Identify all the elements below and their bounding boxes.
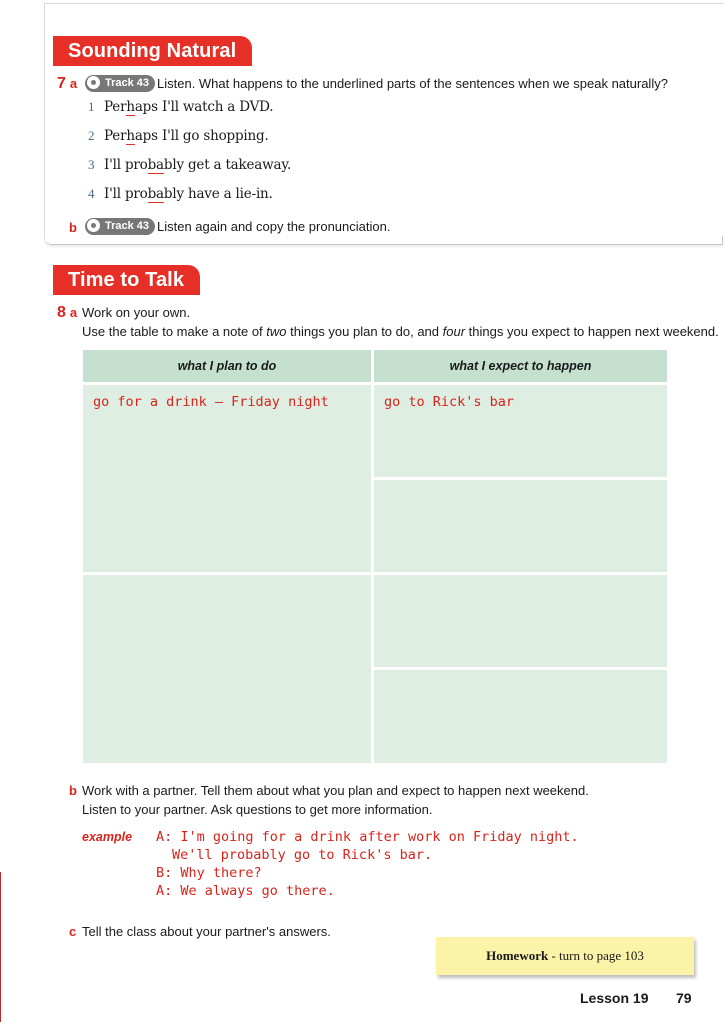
audio-disc-icon [87, 76, 100, 89]
exercise-8a-letter: a [69, 305, 78, 320]
item-3-number: 3 [88, 157, 95, 172]
example-label: example [82, 830, 133, 844]
line2-emphasis-four: four [442, 324, 466, 339]
exercise-8-digit: 8 [57, 304, 66, 321]
item-4-sentence [104, 186, 273, 202]
exercise-7a-instruction: Listen. What happens to the underlined parts of the sentences when we speak naturally? [157, 76, 668, 91]
track-label: Track 43 [105, 220, 150, 232]
homework-note [436, 937, 694, 975]
item-4-number: 4 [88, 186, 95, 201]
item-2-number: 2 [88, 128, 95, 143]
item-4-pre: I'll pro [104, 186, 148, 202]
exercise-7-number [57, 75, 77, 93]
item-2-sentence [104, 128, 269, 144]
table-cell-expect-2[interactable] [374, 480, 667, 572]
section-card-bottom [44, 236, 723, 245]
table-cell-expect-3[interactable] [374, 575, 667, 667]
table-header-expect: what I expect to happen [374, 350, 667, 382]
track-43-button-7a[interactable] [85, 75, 155, 92]
section-banner-sounding-natural: Sounding Natural [53, 36, 252, 66]
footer-lesson: Lesson 19 [580, 990, 649, 1006]
table-cell-plan-1[interactable] [83, 385, 371, 572]
homework-text: - turn to page 103 [548, 948, 644, 963]
item-1-post: aps I'll watch a DVD. [134, 99, 274, 115]
exercise-8b-letter: b [69, 783, 77, 798]
item-3-post: bly get a takeaway. [163, 157, 292, 173]
table-cell-expect-4[interactable] [374, 670, 667, 763]
audio-disc-icon [87, 219, 100, 232]
line2-emphasis-two: two [266, 324, 287, 339]
track-label: Track 43 [105, 77, 150, 89]
section-banner-time-to-talk: Time to Talk [53, 265, 200, 295]
exercise-7b-letter: b [69, 220, 77, 235]
exercise-8-number [57, 304, 77, 322]
item-1-pre: Per [104, 99, 127, 115]
page-edge-mark [0, 872, 1, 1022]
footer-page-number: 79 [676, 990, 692, 1006]
exercise-8b-line1: Work with a partner. Tell them about what you plan and expect to happen next weekend. [82, 783, 589, 798]
item-1-underlined: h [126, 99, 135, 115]
handwritten-expect-1: go to Rick's bar [384, 394, 515, 410]
planning-table [83, 350, 667, 763]
table-cell-plan-2[interactable] [83, 575, 371, 763]
dialogue-line-2: We'll probably go to Rick's bar. [172, 847, 433, 863]
dialogue-line-1: A: I'm going for a drink after work on Friday night. [156, 829, 579, 845]
exercise-7b-instruction: Listen again and copy the pronunciation. [157, 219, 391, 234]
page-border-top [44, 3, 724, 4]
exercise-8c-text: Tell the class about your partner's answers. [82, 924, 331, 939]
item-4-underlined: ba [147, 186, 164, 202]
exercise-8b-line2: Listen to your partner. Ask questions to get more information. [82, 802, 433, 817]
line2-mid: things you plan to do, and [286, 324, 443, 339]
item-2-post: aps I'll go shopping. [134, 128, 269, 144]
dialogue-line-4: A: We always go there. [156, 883, 335, 899]
exercise-8a-line2 [82, 324, 719, 339]
line2-post: things you expect to happen next weekend. [465, 324, 719, 339]
item-3-pre: I'll pro [104, 157, 148, 173]
item-3-underlined: ba [147, 157, 164, 173]
line2-pre: Use the table to make a note of [82, 324, 267, 339]
exercise-8a-line1: Work on your own. [82, 305, 191, 320]
dialogue-line-3: B: Why there? [156, 865, 262, 881]
handwritten-plan-1: go for a drink – Friday night [93, 394, 329, 410]
homework-label: Homework [486, 948, 549, 963]
exercise-7a-letter: a [69, 76, 78, 91]
item-3-sentence [104, 157, 291, 173]
item-1-number: 1 [88, 99, 95, 114]
item-4-post: bly have a lie-in. [163, 186, 273, 202]
item-1-sentence [104, 99, 273, 115]
exercise-7-digit: 7 [57, 75, 66, 92]
exercise-8c-letter: c [69, 924, 77, 939]
page-border-left [44, 3, 45, 239]
table-header-plan: what I plan to do [83, 350, 371, 382]
item-2-underlined: h [126, 128, 135, 144]
item-2-pre: Per [104, 128, 127, 144]
track-43-button-7b[interactable] [85, 218, 155, 235]
table-cell-expect-1[interactable] [374, 385, 667, 477]
